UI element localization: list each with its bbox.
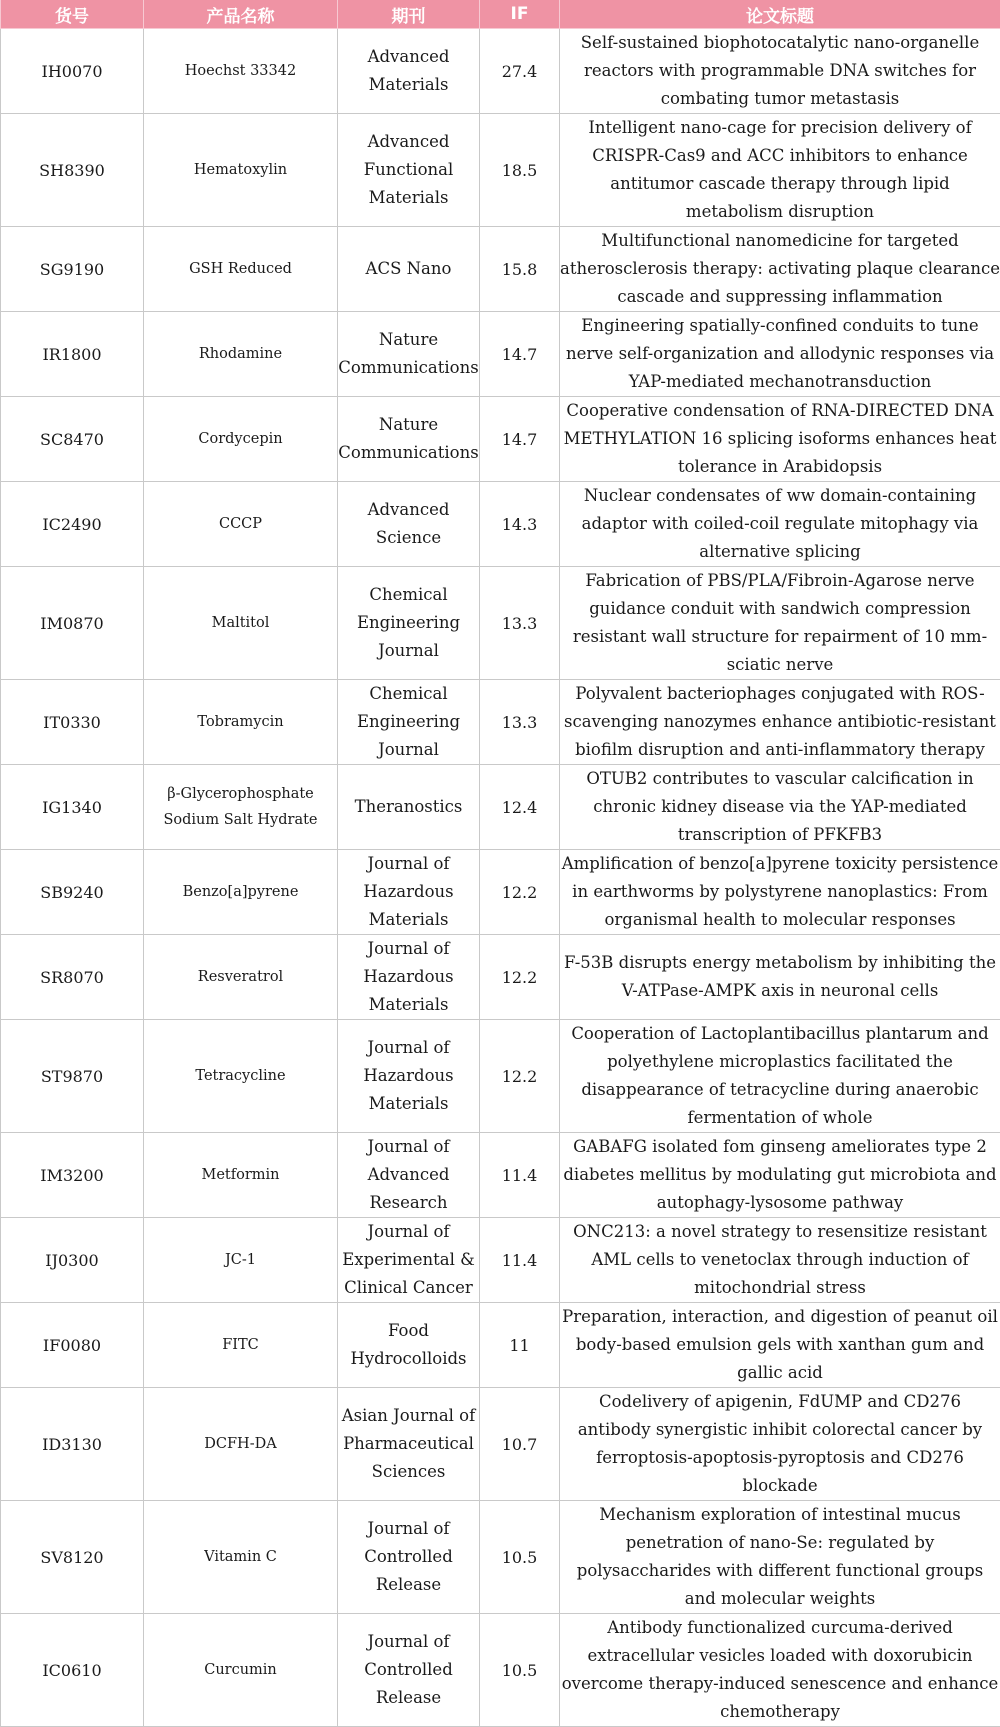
product-code: IC0610 [1, 1661, 143, 1680]
product-name-cell [144, 29, 338, 114]
product-code: SV8120 [1, 1548, 143, 1567]
journal-name: Journal of Hazardous Materials [338, 935, 479, 1019]
impact-factor-cell [480, 1218, 560, 1303]
journal-name-cell [338, 1501, 480, 1614]
paper-title-cell [560, 935, 1000, 1020]
paper-title-cell [560, 227, 1000, 312]
journal-name: Advanced Functional Materials [338, 128, 479, 212]
journal-name-cell [338, 935, 480, 1020]
paper-title: Preparation, interaction, and digestion of peanut oil body-based emulsion gels with xanthan gum and gallic acid [560, 1303, 1000, 1387]
impact-factor-cell [480, 227, 560, 312]
journal-name-cell [338, 765, 480, 850]
journal-name-cell [338, 397, 480, 482]
journal-name-cell [338, 1020, 480, 1133]
product-code-cell [1, 850, 144, 935]
product-name-cell [144, 397, 338, 482]
product-code: SR8070 [1, 968, 143, 987]
journal-name-cell [338, 1388, 480, 1501]
product-code-cell [1, 1501, 144, 1614]
paper-title-cell [560, 1133, 1000, 1218]
paper-title: Polyvalent bacteriophages conjugated with ROS-scavenging nanozymes enhance antibiotic-resistant biofilm disruption and anti-inflammatory therapy [560, 680, 1000, 764]
product-name-cell [144, 1303, 338, 1388]
product-code-cell [1, 1388, 144, 1501]
impact-factor-cell [480, 850, 560, 935]
journal-name: Journal of Experimental & Clinical Cancer [338, 1218, 479, 1302]
product-name-cell [144, 1388, 338, 1501]
journal-name-cell [338, 312, 480, 397]
impact-factor: 11.4 [480, 1251, 559, 1270]
paper-title: F-53B disrupts energy metabolism by inhibiting the V-ATPase-AMPK axis in neuronal cells [560, 949, 1000, 1005]
product-name: Benzo[a]pyrene [144, 879, 337, 905]
product-code: SH8390 [1, 161, 143, 180]
impact-factor-cell [480, 29, 560, 114]
journal-name: Chemical Engineering Journal [338, 680, 479, 764]
table-row [1, 680, 1000, 765]
product-code: ID3130 [1, 1435, 143, 1454]
product-code: ST9870 [1, 1067, 143, 1086]
paper-title: Cooperation of Lactoplantibacillus plantarum and polyethylene microplastics facilitated the disappearance of tetracycline during anaerobic fermentation of whole [560, 1020, 1000, 1132]
paper-title-cell [560, 1614, 1000, 1727]
product-name-cell [144, 1020, 338, 1133]
impact-factor-cell [480, 1020, 560, 1133]
product-name-cell [144, 482, 338, 567]
product-code: IT0330 [1, 713, 143, 732]
impact-factor: 14.7 [480, 430, 559, 449]
product-code: IJ0300 [1, 1251, 143, 1270]
journal-name-cell [338, 567, 480, 680]
product-name: FITC [144, 1332, 337, 1358]
product-name: Maltitol [144, 610, 337, 636]
product-code-cell [1, 765, 144, 850]
paper-title-cell [560, 765, 1000, 850]
product-name: Hematoxylin [144, 157, 337, 183]
paper-title-cell [560, 1020, 1000, 1133]
journal-name: Asian Journal of Pharmaceutical Sciences [338, 1402, 479, 1486]
impact-factor: 27.4 [480, 62, 559, 81]
paper-title: OTUB2 contributes to vascular calcification in chronic kidney disease via the YAP-mediated transcription of PFKFB3 [560, 765, 1000, 849]
product-name: JC-1 [144, 1247, 337, 1273]
impact-factor-cell [480, 1133, 560, 1218]
table-row [1, 1501, 1000, 1614]
product-code: IR1800 [1, 345, 143, 364]
product-name-cell [144, 850, 338, 935]
paper-title-cell [560, 850, 1000, 935]
impact-factor-cell [480, 1501, 560, 1614]
product-code: SG9190 [1, 260, 143, 279]
impact-factor-cell [480, 114, 560, 227]
impact-factor: 13.3 [480, 614, 559, 633]
product-code-cell [1, 1020, 144, 1133]
paper-title: Amplification of benzo[a]pyrene toxicity persistence in earthworms by polystyrene nanoplastics: From organismal health to molecular responses [560, 850, 1000, 934]
product-name-cell [144, 1501, 338, 1614]
product-code-cell [1, 312, 144, 397]
paper-title: Engineering spatially-confined conduits to tune nerve self-organization and allodynic responses via YAP-mediated mechanotransduction [560, 312, 1000, 396]
table-row [1, 850, 1000, 935]
journal-name: Journal of Hazardous Materials [338, 850, 479, 934]
impact-factor: 12.2 [480, 883, 559, 902]
product-name-cell [144, 227, 338, 312]
product-code-cell [1, 227, 144, 312]
paper-title: GABAFG isolated fom ginseng ameliorates type 2 diabetes mellitus by modulating gut microbiota and autophagy-lysosome pathway [560, 1133, 1000, 1217]
table-row [1, 1614, 1000, 1727]
impact-factor-cell [480, 935, 560, 1020]
impact-factor-cell [480, 567, 560, 680]
header-journal: 期刊 [338, 0, 480, 29]
product-name-cell [144, 567, 338, 680]
product-code-cell [1, 482, 144, 567]
impact-factor: 11 [480, 1336, 559, 1355]
journal-name-cell [338, 680, 480, 765]
table-row [1, 227, 1000, 312]
product-name: Metformin [144, 1162, 337, 1188]
product-code-cell [1, 1614, 144, 1727]
product-code-cell [1, 1303, 144, 1388]
journal-name-cell [338, 850, 480, 935]
impact-factor-cell [480, 765, 560, 850]
product-code: IG1340 [1, 798, 143, 817]
product-name: Curcumin [144, 1657, 337, 1683]
product-name: Hoechst 33342 [144, 58, 337, 84]
product-code: IH0070 [1, 62, 143, 81]
paper-title-cell [560, 29, 1000, 114]
journal-name: Chemical Engineering Journal [338, 581, 479, 665]
product-name: DCFH-DA [144, 1431, 337, 1457]
impact-factor: 14.7 [480, 345, 559, 364]
paper-title-cell [560, 680, 1000, 765]
paper-title: Self-sustained biophotocatalytic nano-organelle reactors with programmable DNA switches for combating tumor metastasis [560, 29, 1000, 113]
paper-title-cell [560, 567, 1000, 680]
paper-title: Multifunctional nanomedicine for targeted atherosclerosis therapy: activating plaque clearance cascade and suppressing inflammation [560, 227, 1000, 311]
paper-title-cell [560, 397, 1000, 482]
paper-title: ONC213: a novel strategy to resensitize resistant AML cells to venetoclax through induction of mitochondrial stress [560, 1218, 1000, 1302]
product-name-cell [144, 680, 338, 765]
journal-name: Journal of Advanced Research [338, 1133, 479, 1217]
journal-name-cell [338, 1614, 480, 1727]
product-code-cell [1, 935, 144, 1020]
table-row [1, 114, 1000, 227]
product-name-cell [144, 312, 338, 397]
product-name: GSH Reduced [144, 256, 337, 282]
paper-title-cell [560, 1218, 1000, 1303]
table-row [1, 1133, 1000, 1218]
journal-name-cell [338, 227, 480, 312]
product-code-cell [1, 29, 144, 114]
product-code: SC8470 [1, 430, 143, 449]
product-name: β-Glycerophosphate Sodium Salt Hydrate [144, 781, 337, 833]
impact-factor: 15.8 [480, 260, 559, 279]
product-code-cell [1, 114, 144, 227]
paper-title-cell [560, 1388, 1000, 1501]
table-row [1, 935, 1000, 1020]
journal-name-cell [338, 114, 480, 227]
journal-name: Journal of Controlled Release [338, 1515, 479, 1599]
product-name: Cordycepin [144, 426, 337, 452]
table-row [1, 29, 1000, 114]
table-row [1, 1218, 1000, 1303]
paper-title: Mechanism exploration of intestinal mucus penetration of nano-Se: regulated by polysaccharides with different functional groups and molecular weights [560, 1501, 1000, 1613]
paper-title-cell [560, 114, 1000, 227]
product-name-cell [144, 765, 338, 850]
journal-name-cell [338, 29, 480, 114]
paper-title-cell [560, 1303, 1000, 1388]
paper-title: Intelligent nano-cage for precision delivery of CRISPR-Cas9 and ACC inhibitors to enhance antitumor cascade therapy through lipid metabolism disruption [560, 114, 1000, 226]
product-name: Resveratrol [144, 964, 337, 990]
header-row [1, 0, 1000, 29]
impact-factor: 13.3 [480, 713, 559, 732]
header-if: IF [480, 0, 560, 29]
product-code-cell [1, 1133, 144, 1218]
header-code: 货号 [1, 0, 144, 29]
impact-factor: 10.5 [480, 1661, 559, 1680]
product-code: IF0080 [1, 1336, 143, 1355]
journal-name: Advanced Materials [338, 43, 479, 99]
journal-name: Journal of Controlled Release [338, 1628, 479, 1712]
header-title: 论文标题 [560, 0, 1000, 29]
journal-name: Food Hydrocolloids [338, 1317, 479, 1373]
table-row [1, 1303, 1000, 1388]
header-product: 产品名称 [144, 0, 338, 29]
journal-name-cell [338, 1133, 480, 1218]
product-code-cell [1, 397, 144, 482]
table-row [1, 482, 1000, 567]
product-code: SB9240 [1, 883, 143, 902]
impact-factor: 12.2 [480, 1067, 559, 1086]
impact-factor-cell [480, 1303, 560, 1388]
product-name: Tetracycline [144, 1063, 337, 1089]
impact-factor-cell [480, 1614, 560, 1727]
product-name-cell [144, 1133, 338, 1218]
product-code: IC2490 [1, 515, 143, 534]
journal-name: Theranostics [338, 793, 479, 821]
product-name-cell [144, 935, 338, 1020]
paper-title-cell [560, 1501, 1000, 1614]
impact-factor-cell [480, 397, 560, 482]
table-row [1, 312, 1000, 397]
impact-factor: 14.3 [480, 515, 559, 534]
table-row [1, 1020, 1000, 1133]
impact-factor-cell [480, 680, 560, 765]
table-row [1, 567, 1000, 680]
product-name: Vitamin C [144, 1544, 337, 1570]
journal-name: Nature Communications [338, 326, 479, 382]
impact-factor: 12.2 [480, 968, 559, 987]
impact-factor: 10.5 [480, 1548, 559, 1567]
journal-name: Advanced Science [338, 496, 479, 552]
paper-title: Codelivery of apigenin, FdUMP and CD276 antibody synergistic inhibit colorectal cancer by ferroptosis-apoptosis-pyroptosis and CD276 blockade [560, 1388, 1000, 1500]
table-row [1, 397, 1000, 482]
paper-title: Nuclear condensates of ww domain-containing adaptor with coiled-coil regulate mitophagy via alternative splicing [560, 482, 1000, 566]
paper-title: Antibody functionalized curcuma-derived extracellular vesicles loaded with doxorubicin overcome therapy-induced senescence and enhance chemotherapy [560, 1614, 1000, 1726]
journal-name: Nature Communications [338, 411, 479, 467]
impact-factor: 11.4 [480, 1166, 559, 1185]
product-name-cell [144, 114, 338, 227]
journal-name: ACS Nano [338, 255, 479, 283]
impact-factor: 10.7 [480, 1435, 559, 1454]
impact-factor: 18.5 [480, 161, 559, 180]
product-name: CCCP [144, 511, 337, 537]
journal-name: Journal of Hazardous Materials [338, 1034, 479, 1118]
table-row [1, 1388, 1000, 1501]
product-name-cell [144, 1614, 338, 1727]
impact-factor: 12.4 [480, 798, 559, 817]
product-code-cell [1, 567, 144, 680]
product-name: Rhodamine [144, 341, 337, 367]
product-code: IM3200 [1, 1166, 143, 1185]
paper-title-cell [560, 312, 1000, 397]
journal-name-cell [338, 1218, 480, 1303]
impact-factor-cell [480, 312, 560, 397]
product-code-cell [1, 1218, 144, 1303]
impact-factor-cell [480, 1388, 560, 1501]
journal-name-cell [338, 1303, 480, 1388]
product-code: IM0870 [1, 614, 143, 633]
table-row [1, 765, 1000, 850]
paper-title: Cooperative condensation of RNA-DIRECTED DNA METHYLATION 16 splicing isoforms enhances heat tolerance in Arabidopsis [560, 397, 1000, 481]
paper-title-cell [560, 482, 1000, 567]
impact-factor-cell [480, 482, 560, 567]
journal-name-cell [338, 482, 480, 567]
product-name: Tobramycin [144, 709, 337, 735]
product-name-cell [144, 1218, 338, 1303]
product-code-cell [1, 680, 144, 765]
paper-title: Fabrication of PBS/PLA/Fibroin-Agarose nerve guidance conduit with sandwich compression resistant wall structure for repairment of 10 mm-sciatic nerve [560, 567, 1000, 679]
table-body [1, 29, 1000, 1727]
